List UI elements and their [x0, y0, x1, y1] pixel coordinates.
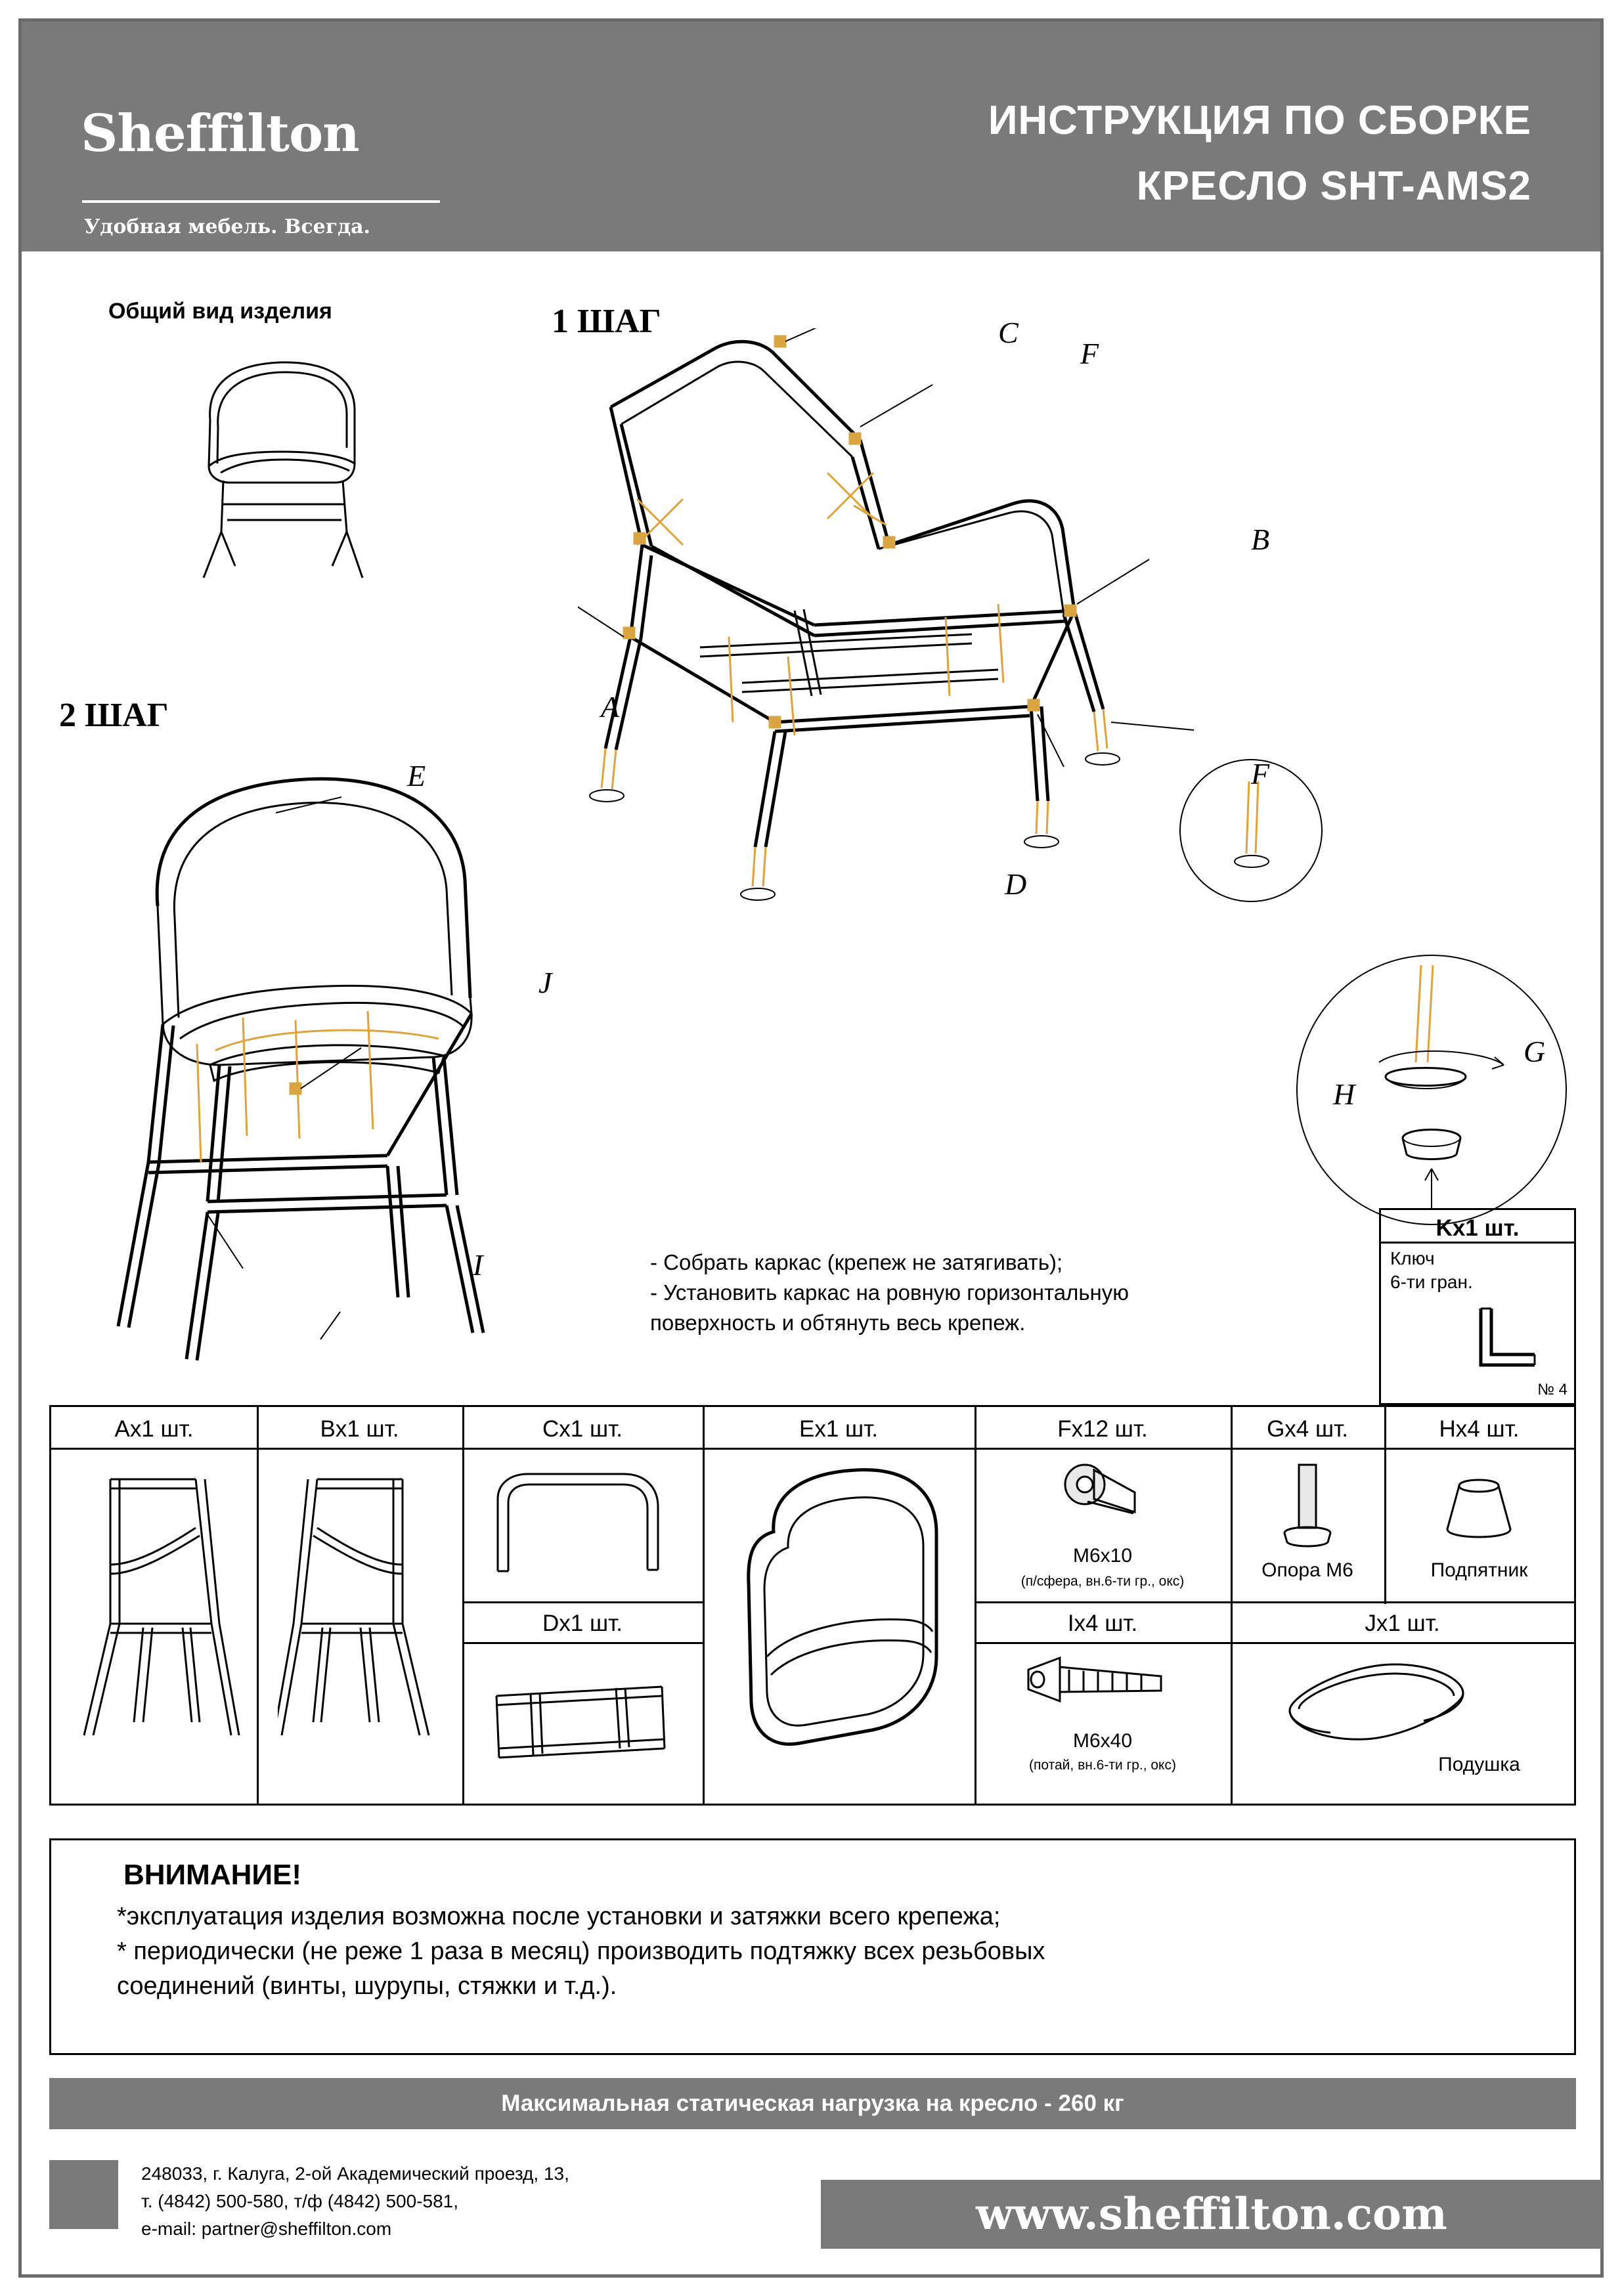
step-2-diagram	[79, 742, 617, 1372]
footer-square-mark	[49, 2160, 118, 2229]
assembly-notes	[650, 1247, 1359, 1338]
part-header-g: Gx4 шт.	[1267, 1416, 1348, 1442]
part-j-drawing	[1273, 1657, 1483, 1762]
max-load-bar: Максимальная статическая нагрузка на кресло - 260 кг	[49, 2078, 1576, 2129]
callout-i: I	[473, 1248, 483, 1282]
foot-detail-zoom	[1287, 952, 1576, 1228]
part-d-drawing	[485, 1657, 682, 1788]
part-header-a: Ax1 шт.	[114, 1416, 194, 1442]
part-a-drawing	[71, 1460, 242, 1775]
part-i-drawing	[1023, 1650, 1181, 1722]
part-i-subcaption: (потай, вн.6-ти гр., окс)	[1029, 1758, 1176, 1773]
part-i-caption: M6x40	[1072, 1730, 1133, 1752]
hex-key-name: Ключ	[1390, 1248, 1435, 1268]
part-f-caption: M6x10	[1072, 1545, 1133, 1567]
divider-h-d	[462, 1642, 703, 1644]
document-title-line1: ИНСТРУКЦИЯ ПО СБОРКЕ	[988, 98, 1531, 143]
divider-h-ij	[975, 1642, 1574, 1644]
part-header-e: Ex1 шт.	[799, 1416, 878, 1442]
brand-tagline: Удобная мебель. Всегда.	[84, 215, 370, 238]
note-line-2: - Установить каркас на ровную горизонтальную	[650, 1280, 1129, 1305]
hex-key-box	[1379, 1208, 1576, 1405]
part-header-h: Hx4 шт.	[1439, 1416, 1520, 1442]
hex-key-divider	[1381, 1242, 1574, 1244]
part-g-drawing	[1273, 1460, 1345, 1565]
callout-f-bottom: F	[1251, 757, 1270, 791]
warning-line-2: * периодически (не реже 1 раза в месяц) производить подтяжку всех резьбовых	[117, 1938, 1045, 1965]
footer-email[interactable]: e-mail: partner@sheffilton.com	[141, 2219, 392, 2239]
divider-v2	[462, 1407, 464, 1804]
overview-title: Общий вид изделия	[108, 299, 332, 324]
divider-h-fgh	[975, 1601, 1574, 1603]
hex-key-icon	[1466, 1302, 1558, 1387]
hex-key-header: Kx1 шт.	[1436, 1215, 1520, 1241]
part-c-drawing	[485, 1460, 682, 1591]
footer-address: 248033, г. Калуга, 2-ой Академический проезд, 13,	[141, 2163, 569, 2184]
footer-website[interactable]: www.sheffilton.com	[821, 2180, 1602, 2249]
divider-h-cd	[462, 1601, 703, 1603]
part-h-caption: Подпятник	[1430, 1559, 1528, 1581]
part-header-f: Fx12 шт.	[1057, 1416, 1148, 1442]
part-header-d: Dx1 шт.	[542, 1611, 623, 1636]
hex-key-type: 6-ти гран.	[1390, 1272, 1473, 1292]
warning-line-1: *эксплуатация изделия возможна после установки и затяжки всего крепежа;	[117, 1903, 1001, 1930]
part-header-c: Cx1 шт.	[542, 1416, 623, 1442]
part-f-drawing	[1056, 1458, 1154, 1537]
parts-table	[49, 1405, 1576, 1806]
part-b-drawing	[278, 1460, 449, 1775]
header-band	[22, 22, 1600, 251]
note-line-1: - Собрать каркас (крепеж не затягивать);	[650, 1250, 1063, 1274]
divider-v3	[703, 1407, 705, 1804]
note-line-3: поверхность и обтянуть весь крепеж.	[650, 1310, 1026, 1335]
part-header-b: Bx1 шт.	[320, 1416, 399, 1442]
foot-detail-callout-circle	[1175, 755, 1326, 906]
warning-box	[49, 1838, 1576, 2055]
callout-b: B	[1251, 523, 1270, 556]
warning-line-3: соединений (винты, шурупы, стяжки и т.д.).	[117, 1972, 617, 2000]
divider-h-head	[51, 1448, 1574, 1450]
document-title-line2: КРЕСЛО SHT-AMS2	[1136, 163, 1531, 209]
step-1-label: 1 ШАГ	[552, 303, 661, 340]
part-h-drawing	[1430, 1473, 1529, 1558]
footer-phone: т. (4842) 500-580, т/ф (4842) 500-581,	[141, 2191, 458, 2211]
overview-chair-drawing	[158, 335, 407, 597]
warning-title: ВНИМАНИЕ!	[123, 1859, 302, 1891]
part-e-drawing	[728, 1460, 951, 1775]
divider-v1	[257, 1407, 259, 1804]
part-header-j: Jx1 шт.	[1365, 1611, 1440, 1636]
callout-f-top: F	[1080, 337, 1099, 370]
footer-contacts	[141, 2160, 569, 2243]
part-j-caption: Подушка	[1438, 1754, 1520, 1775]
callout-a: A	[601, 690, 620, 724]
warning-body	[117, 1899, 1548, 2004]
part-header-i: Ix4 шт.	[1067, 1611, 1138, 1636]
part-f-subcaption: (п/сфера, вн.6-ти гр., окс)	[1020, 1574, 1185, 1589]
step-2-label: 2 ШАГ	[59, 697, 169, 734]
logo-divider	[82, 200, 440, 203]
callout-j: J	[538, 966, 552, 999]
callout-c: C	[998, 316, 1019, 349]
brand-logo: Sheffilton	[81, 104, 359, 163]
callout-g: G	[1523, 1035, 1546, 1068]
callout-e: E	[407, 759, 426, 792]
callout-d: D	[1005, 867, 1027, 901]
callout-h: H	[1333, 1077, 1355, 1111]
part-g-caption: Опора M6	[1261, 1559, 1353, 1581]
hex-key-size: № 4	[1537, 1381, 1567, 1398]
